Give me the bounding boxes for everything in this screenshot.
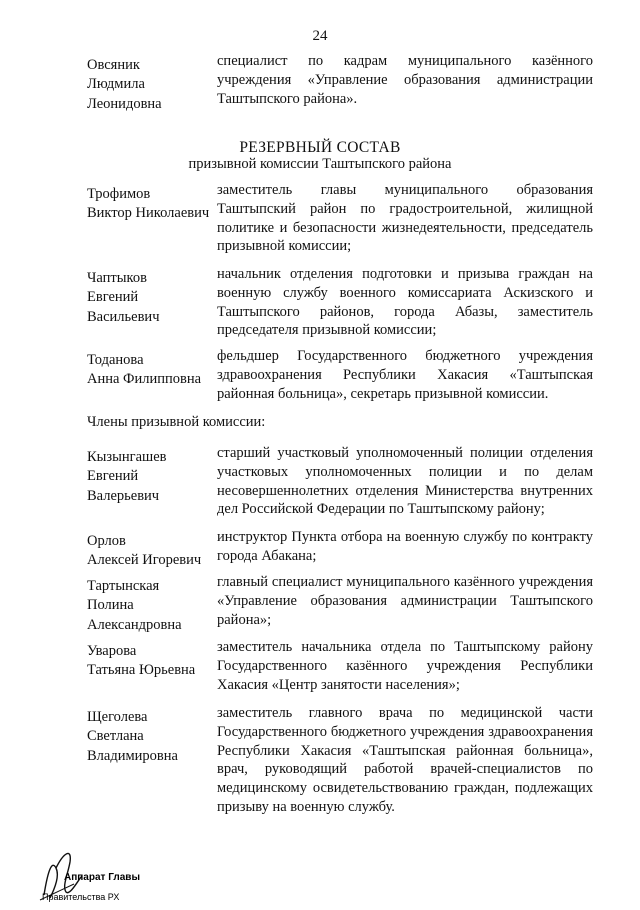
name-line: Тартынская: [87, 578, 160, 594]
stamp-line-1: Аппарат Главы: [64, 872, 140, 883]
name-line: Щеголева: [87, 709, 148, 725]
reserve-title: РЕЗЕРВНЫЙ СОСТАВ: [239, 139, 401, 156]
person-description: фельдшер Государственного бюджетного учреждения здравоохранения Республики Хакасия «Таштыпская районная больница», секретарь призывной комиссии.: [217, 348, 593, 402]
name-line: Алексей Игоревич: [87, 552, 202, 569]
name-line: Виктор Николаевич: [87, 205, 210, 222]
person-name: [87, 642, 213, 681]
person-description: главный специалист муниципального казённого учреждения «Управление образования администрации Таштыпского района»;: [217, 574, 593, 628]
name-line: Чаптыков: [87, 270, 147, 286]
person-description: старший участковый уполномоченный полиции отделения участковых уполномоченных полиции и по делам несовершеннолетних отделения Министерства внутренних дел Российской Федерации по Таштыпскому району;: [217, 445, 593, 518]
page-number: 24: [312, 28, 328, 44]
name-line: Уварова: [87, 643, 137, 659]
person-name: [87, 532, 213, 571]
signature-icon: [34, 840, 144, 905]
person-description: заместитель начальника отдела по Таштыпскому району Государственного казённого учреждения Республики Хакасия «Центр занятости населения»;: [217, 639, 593, 693]
name-line: Валерьевич: [87, 487, 160, 504]
name-line: Полина: [87, 597, 134, 614]
signature-stamp: [34, 840, 144, 905]
name-line: Александровна: [87, 616, 182, 633]
person-description: заместитель главного врача по медицинской части Государственного бюджетного учреждения здравоохранения Республики Хакасия «Таштыпская районная больница», врач, руководящий работой врачей-специалистов по медицинскому освидетельствованию граждан, подлежащих призыву на военную службу.: [217, 705, 593, 815]
person-name: [87, 185, 213, 224]
name-line: Анна Филипповна: [87, 371, 202, 388]
name-line: Тоданова: [87, 352, 144, 368]
person-name: [87, 448, 213, 506]
person-description: специалист по кадрам муниципального казённого учреждения «Управление образования администрации Таштыпского района».: [217, 53, 593, 107]
name-line: Людмила: [87, 76, 145, 93]
person-name: [87, 351, 213, 390]
person-name: [87, 56, 213, 114]
name-line: Трофимов: [87, 186, 151, 202]
stamp-line-2: Правительства РХ: [42, 892, 120, 902]
person-description: заместитель главы муниципального образования Таштыпский район по градостроительной, жилищной политике и безопасности жизнедеятельности, председатель призывной комиссии;: [217, 182, 593, 255]
name-line: Евгений: [87, 289, 139, 306]
reserve-subtitle: призывной комиссии Таштыпского района: [188, 156, 452, 172]
name-line: Леонидовна: [87, 95, 162, 112]
person-description: начальник отделения подготовки и призыва граждан на военную службу военного комиссариата Аскизского и Таштыпского районов, города Абазы, заместитель председателя призывной комиссии;: [217, 266, 593, 339]
name-line: Евгений: [87, 468, 139, 485]
name-line: Кызынгашев: [87, 449, 167, 465]
name-line: Татьяна Юрьевна: [87, 662, 196, 679]
person-name: [87, 577, 213, 635]
name-line: Светлана: [87, 728, 144, 745]
name-line: Владимировна: [87, 747, 178, 764]
person-description: инструктор Пункта отбора на военную службу по контракту города Абакана;: [217, 529, 593, 564]
person-name: [87, 269, 213, 327]
name-line: Орлов: [87, 533, 126, 549]
members-heading: Члены призывной комиссии:: [87, 414, 266, 430]
person-name: [87, 708, 213, 766]
name-line: Овсяник: [87, 57, 140, 73]
name-line: Васильевич: [87, 308, 160, 325]
